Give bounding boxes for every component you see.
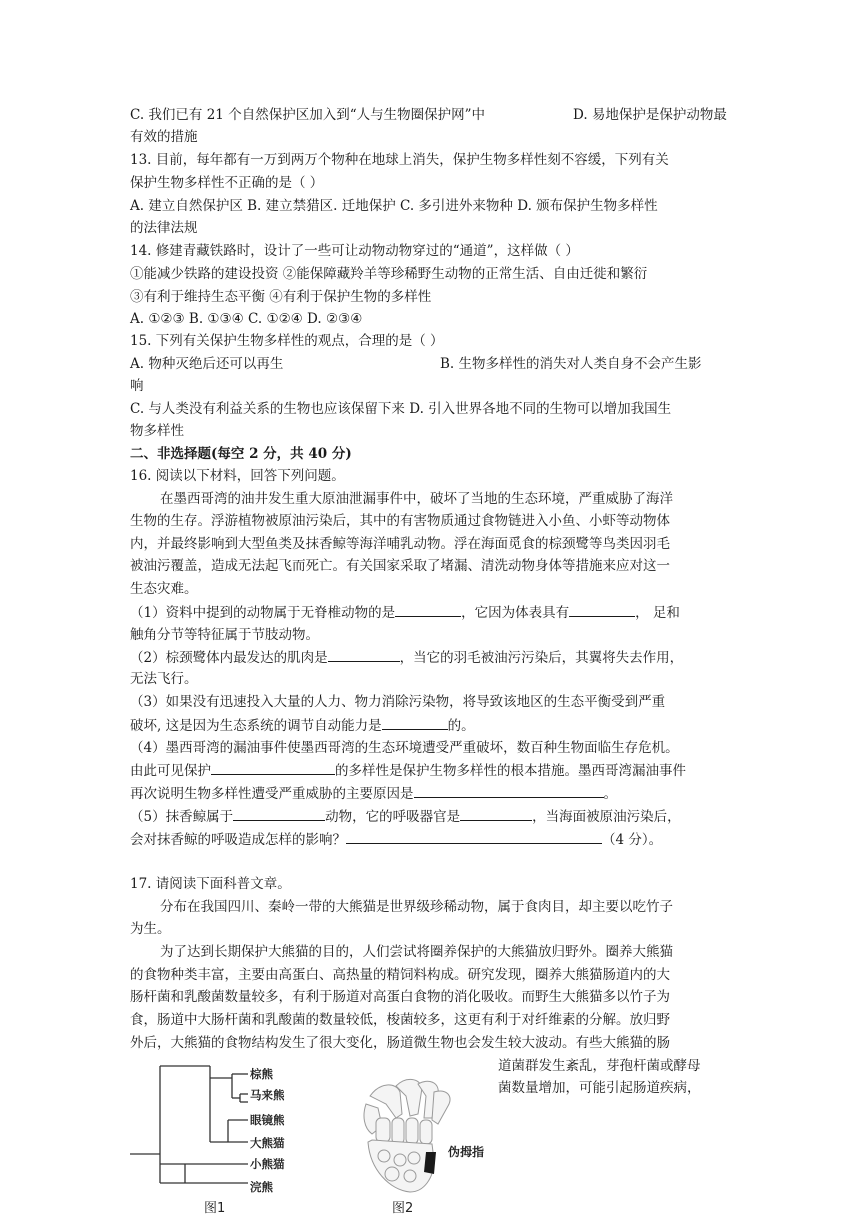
q15-option-a: A. 物种灭绝后还可以再生 bbox=[130, 356, 284, 372]
q14-items-1: ①能减少铁路的建设投资 ②能保障藏羚羊等珍稀野生动物的正常生活、自由迁徙和繁衍 bbox=[130, 266, 648, 282]
q16-sub5-text: 动物，它的呼吸器官是 bbox=[325, 809, 461, 825]
q16-sub4-cont2 bbox=[130, 782, 730, 805]
q13-options-cont: 的法律法规 bbox=[130, 220, 198, 236]
q16-sub4-text: 再次说明生物多样性遭受严重威胁的主要原因是 bbox=[130, 786, 414, 802]
q16-sub2-text: ，当它的羽毛被油污污染后，其翼将失去作用， bbox=[399, 650, 684, 666]
q15-option-b: B. 生物多样性的消失对人类自身不会产生影 bbox=[440, 356, 702, 372]
tree-branches bbox=[130, 1066, 248, 1183]
tree-leaf-label: 马来熊 bbox=[250, 1088, 285, 1102]
q13-stem-cont: 保护生物多样性不正确的是（ ） bbox=[130, 175, 324, 191]
tree-leaf-label: 眼镜熊 bbox=[250, 1113, 285, 1127]
q15-stem: 15. 下列有关保护生物多样性的观点，合理的是（ ） bbox=[130, 333, 444, 349]
q17-para-line: 的食物种类丰富，主要由高蛋白、高热量的精饲料构成。研究发现，圈养大熊猫肠道内的大 bbox=[130, 967, 670, 983]
q15-options-cd: C. 与人类没有利益关系的生物也应该保留下来 D. 引入世界各地不同的生物可以增加我国生 bbox=[130, 401, 672, 417]
q16-sub1-text: ， 足和 bbox=[635, 605, 680, 621]
figure-1-phylogenetic-tree bbox=[120, 1058, 320, 1216]
q16-sub3-text: 破坏, 这是因为生态系统的调节自动能力是 bbox=[130, 718, 382, 734]
q16-sub1-text: （1）资料中提到的动物属于无脊椎动物的是 bbox=[130, 605, 396, 621]
q12-line2: 有效的措施 bbox=[130, 129, 198, 145]
q17-stem: 17. 请阅读下面科普文章。 bbox=[130, 876, 291, 892]
q16-sub5-text: （4 分）。 bbox=[602, 832, 663, 848]
q13-stem: 13. 目前，每年都有一万到两万个物种在地球上消失，保护生物多样性刻不容缓，下列有关 bbox=[130, 152, 669, 168]
q14-items-2: ③有利于维持生态平衡 ④有利于保护生物的多样性 bbox=[130, 289, 432, 305]
q16-sub2-cont: 无法飞行。 bbox=[130, 671, 198, 687]
answer-blank[interactable] bbox=[346, 828, 602, 844]
q17-para-line: 菌数量增加，可能引起肠道疾病， bbox=[498, 1080, 701, 1096]
q13-options: A. 建立自然保护区 B. 建立禁猎区. 迁地保护 C. 多引进外来物种 D. 颁布保护生物多样性 bbox=[130, 198, 658, 214]
q17-para-line: 为了达到长期保护大熊猫的目的，人们尝试将圈养保护的大熊猫放归野外。圈养大熊猫 bbox=[160, 944, 673, 960]
q16-sub1-cont: 触角分节等特征属于节肢动物。 bbox=[130, 627, 319, 643]
q16-sub5-text: ，当海面被原油污染后， bbox=[532, 809, 681, 825]
q17-para-line: 分布在我国四川、秦岭一带的大熊猫是世界级珍稀动物，属于食肉目，却主要以吃竹子 bbox=[160, 899, 673, 915]
q16-sub5 bbox=[130, 805, 730, 828]
pseudo-thumb-label: 伪拇指 bbox=[448, 1145, 485, 1159]
q16-sub4-text: 的多样性是保护生物多样性的根本措施。墨西哥湾漏油事件 bbox=[335, 763, 686, 779]
q16-sub4: （4）墨西哥湾的漏油事件使墨西哥湾的生态环境遭受严重破坏，数百种生物面临生存危机。 bbox=[130, 740, 679, 756]
q15-option-b-cont: 响 bbox=[130, 378, 144, 394]
q16-sub4-text: 。 bbox=[603, 786, 617, 802]
q16-para-line: 生态灾难。 bbox=[130, 581, 198, 597]
q17-para-line: 食，肠道中大肠杆菌和乳酸菌的数量较低，梭菌较多，这更有利于对纤维素的分解。放归野 bbox=[130, 1012, 670, 1028]
q16-para-line: 被油污覆盖，造成无法起飞而死亡。有关国家采取了堵漏、清洗动物身体等措施来应对这一 bbox=[130, 558, 670, 574]
q16-sub3-cont bbox=[130, 714, 730, 737]
q17-para-line: 道菌群发生紊乱，芽孢杆菌或酵母 bbox=[498, 1058, 701, 1074]
q16-sub1 bbox=[130, 601, 730, 624]
answer-blank[interactable] bbox=[414, 782, 604, 798]
tree-leaf-label: 浣熊 bbox=[250, 1180, 273, 1194]
q16-sub5-text: 会对抹香鲸的呼吸造成怎样的影响？ bbox=[130, 832, 346, 848]
tree-leaf-label: 小熊猫 bbox=[250, 1157, 285, 1171]
tree-leaf-label: 大熊猫 bbox=[250, 1136, 285, 1150]
q15-options-cd-cont: 物多样性 bbox=[130, 423, 184, 439]
answer-blank[interactable] bbox=[211, 759, 335, 775]
q12-line1 bbox=[130, 104, 730, 126]
figure-2-caption: 图2 bbox=[392, 1201, 414, 1216]
q17-para-line: 为生。 bbox=[130, 921, 171, 937]
q16-sub3-text: 的。 bbox=[447, 718, 475, 734]
q14-stem: 14. 修建青藏铁路时，设计了一些可让动物动物穿过的“通道”，这样做（ ） bbox=[130, 243, 579, 259]
q16-sub1-text: ，它因为体表具有 bbox=[461, 605, 570, 621]
answer-blank[interactable] bbox=[395, 601, 461, 617]
answer-blank[interactable] bbox=[569, 601, 635, 617]
pseudo-thumb-bone bbox=[424, 1152, 436, 1174]
q16-sub3: （3）如果没有迅速投入大量的人力、物力消除污染物，将导致该地区的生态平衡受到严重 bbox=[130, 694, 666, 710]
q17-para-line: 外后，大熊猫的食物结构发生了很大变化，肠道微生物也会发生较大波动。有些大熊猫的肠 bbox=[130, 1035, 670, 1051]
q16-sub2 bbox=[130, 646, 730, 669]
tree-leaf-label: 棕熊 bbox=[250, 1067, 273, 1081]
q16-stem: 16. 阅读以下材料，回答下列问题。 bbox=[130, 468, 345, 484]
answer-blank[interactable] bbox=[460, 805, 532, 821]
q16-para-line: 生物的生存。浮游植物被原油污染后，其中的有害物质通过食物链进入小鱼、小虾等动物体 bbox=[130, 513, 670, 529]
q15-options-ab bbox=[130, 353, 730, 375]
q16-sub4-text: 由此可见保护 bbox=[130, 763, 211, 779]
q16-sub2-text: （2）棕颈鹭体内最发达的肌肉是 bbox=[130, 650, 328, 666]
paw-bones-illustration bbox=[364, 1079, 450, 1192]
q12-option-d: D. 易地保护是保护动物最 bbox=[573, 107, 727, 123]
q16-sub4-cont bbox=[130, 759, 730, 782]
q16-para-line: 内，并最终影响到大型鱼类及抹香鲸等海洋哺乳动物。浮在海面觅食的棕颈鹭等鸟类因羽毛 bbox=[130, 536, 670, 552]
answer-blank[interactable] bbox=[233, 805, 325, 821]
q16-sub5-text: （5）抹香鲸属于 bbox=[130, 809, 234, 825]
answer-blank[interactable] bbox=[382, 714, 448, 730]
figure-1-caption: 图1 bbox=[204, 1201, 226, 1216]
section-heading: 二、非选择题(每空 2 分，共 40 分) bbox=[130, 446, 352, 462]
figure-2-paw-skeleton bbox=[352, 1074, 502, 1216]
q14-options: A. ①②③ B. ①③④ C. ①②④ D. ②③④ bbox=[130, 311, 363, 327]
answer-blank[interactable] bbox=[328, 646, 400, 662]
q16-sub5-cont bbox=[130, 828, 730, 851]
q17-para-line: 肠杆菌和乳酸菌数量较多，有利于肠道对高蛋白食物的消化吸收。而野生大熊猫多以竹子为 bbox=[130, 989, 670, 1005]
q12-option-c: C. 我们已有 21 个自然保护区加入到“人与生物圈保护网”中 bbox=[130, 107, 485, 123]
q16-para-line: 在墨西哥湾的油井发生重大原油泄漏事件中，破坏了当地的生态环境，严重威胁了海洋 bbox=[160, 491, 673, 507]
